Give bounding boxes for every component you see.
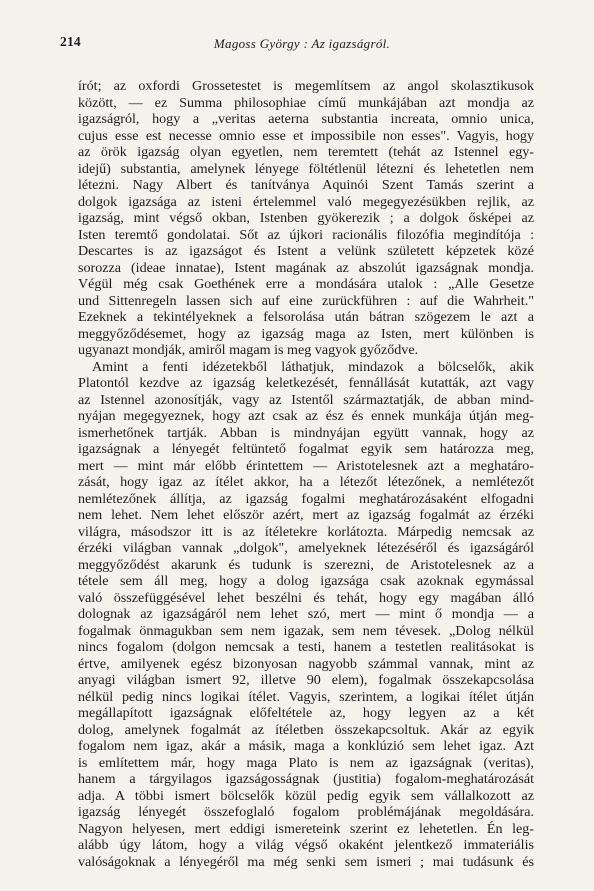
text-line: Végül még csak Goethének erre a mondására utalok : „Alle Gesetze: [78, 276, 534, 292]
page-number: 214: [60, 34, 81, 49]
text-line: fogalom nem igaz, akár a másik, maga a konklúzió sem lehet igaz. Azt: [78, 738, 534, 754]
text-line: megállapított igazságnak előfeltétele az, hogy legyen az a két: [78, 705, 534, 721]
text-line: ismerhetőnek tartják. Abban is mindnyájan együtt vannak, hogy az: [78, 424, 534, 441]
text-line: való összefüggésével lehet beszélni és tehát, hogy egy magában álló: [78, 589, 534, 606]
text-line: nincs fogalom (dolgon nemcsak a testi, hanem a testetlen realitásokat is: [78, 639, 534, 655]
text-line: tétele sem áll meg, hogy a dolog igazsága csak azoknak egymással: [78, 573, 534, 589]
paragraph: [78, 78, 534, 359]
text-line: igazság lényegét összefoglaló fogalom problémájának megoldására.: [78, 804, 534, 820]
text-line: idejű) substantia, amelynek lényege föltétlenül létezni és lehetetlen nem: [78, 160, 534, 177]
text-line: Amint a fenti idézetekből láthatjuk, mindazok a bölcselők, akik: [92, 358, 534, 375]
text-line: igazság, mint végső okban, Istenben gyökerezik ; a dolgok ősképei az: [78, 210, 534, 226]
text-line: Nagyon helyesen, mert eddigi ismereteink szerint ez lehetetlen. Én leg-: [78, 820, 534, 837]
text-line: dolog, amelynek fogalmát az ítéletben összekapcsoltuk. Akár az egyik: [78, 721, 534, 738]
text-line: Platontól kezdve az igazság keletkezését, fennállását kutatták, azt vagy: [78, 375, 534, 391]
text-line: Isten teremtő gondolatai. Sőt az újkori racionális filozófia megindítója :: [78, 226, 534, 243]
text-line: meggyőződésemet, hogy az igazság maga az Isten, mert különben is: [78, 325, 534, 342]
text-line: adja. A többi ismert bölcselők közül pedig egyik sem vállalkozott az: [78, 787, 534, 804]
text-line: nyájan megegyeznek, hogy azt csak az ész és ennek munkája útján meg-: [78, 408, 534, 424]
text-line: írót; az oxfordi Grossetestet is megemlítsem az angol skolasztikusok: [78, 78, 534, 94]
text-line: értve, amilyenek egész bizonyosan nagyobb számmal vannak, mint az: [78, 655, 534, 672]
text-line: ugyanazt mondják, amiről magam is meg vagyok győződve.: [78, 342, 419, 358]
text-line: világra, másodszor itt is az ítéletekre korlátozta. Márpedig nemcsak az: [78, 523, 534, 540]
text-line: alább úgy látom, hogy a világ végső okaként jelentkező immateriális: [78, 837, 534, 853]
text-line: az Istennel azonosítják, vagy az Istentől származtatják, de abban mind-: [78, 391, 534, 408]
text-line: dolgok igazsága az isteni értelemmel való megegyezésükben rejlik, az: [78, 193, 534, 210]
text-line: dolognak az igazságáról nem lehet szó, mert — mint ő mondja — a: [78, 606, 534, 622]
text-line: Ezeknek a tekintélyeknek a felsorolása után bátran szögezem le azt a: [78, 309, 534, 325]
text-line: cujus esse est necesse omnio esse et impossibile non esses". Vagyis, hogy: [78, 127, 534, 144]
running-head: Magoss György : Az igazságról.: [213, 36, 391, 51]
text-line: fogalmak önmagukban sem nem igazak, sem nem tévesek. „Dolog nélkül: [78, 622, 534, 639]
paragraph: [78, 359, 534, 871]
text-line: igazságnak a lényegét feltüntető fogalmat egyik sem határozza meg,: [78, 441, 534, 457]
page-header: [60, 34, 544, 54]
text-line: meggyőződést akarunk és tudunk is szerezni, de Aristotelesnek az a: [78, 556, 534, 573]
text-line: is említettem már, hogy maga Plato is nem az igazságnak (veritas),: [78, 754, 534, 771]
text-line: anyagi világban ismert 92, illetve 90 elem), fogalmak összekapcsolása: [78, 672, 534, 688]
text-line: érzéki világban vannak „dolgok", amelyeknek létezéséről és igazságáról: [78, 540, 534, 556]
text-line: között, — ez Summa philosophiae című munkájában azt mondja az: [78, 94, 534, 111]
text-line: Descartes is az igazságot és Istent a velünk született képzetek közé: [78, 243, 534, 259]
text-line: valóságoknak a lényegéről ma még senki sem ismeri ; mai tudásunk és: [78, 853, 534, 870]
text-line: létezni. Nagy Albert és tanítványa Aquinói Szent Tamás szerint a: [78, 177, 534, 193]
text-line: mert — mint már előbb érintettem — Aristotelesnek azt a meghatáro-: [78, 457, 534, 474]
text-line: nélkül pedig nincs logikai ítélet. Vagyis, szerintem, a logikai ítélet útján: [78, 688, 534, 705]
text-line: nem lehet. Nem lehet először azért, mert az igazság fogalmát az érzéki: [78, 507, 534, 523]
text-line: und Sittenregeln lassen sich auf eine zurückführen : auf die Wahrheit.": [78, 292, 534, 309]
text-line: igazságról, hogy a „veritas aeterna substantia increata, omnio unica,: [78, 111, 534, 127]
text-line: hanem a tárgyilagos igazságosságnak (justitia) fogalom-meghatározását: [78, 771, 534, 787]
text-line: az örök igazság olyan egyetlen, nem teremtett (tehát az Istennel egy-: [78, 144, 534, 160]
text-line: zását, hogy igaz az ítélet akkor, ha a létezőt létezőnek, a nemlétezőt: [78, 474, 534, 490]
text-line: nemlétezőnek állítja, az igazság fogalmi meghatározásaként elfogadni: [78, 490, 534, 507]
body-text: [78, 78, 534, 870]
text-line: sorozza (ideae innatae), Istent magának az abszolút igazságnak mondja.: [78, 259, 534, 276]
